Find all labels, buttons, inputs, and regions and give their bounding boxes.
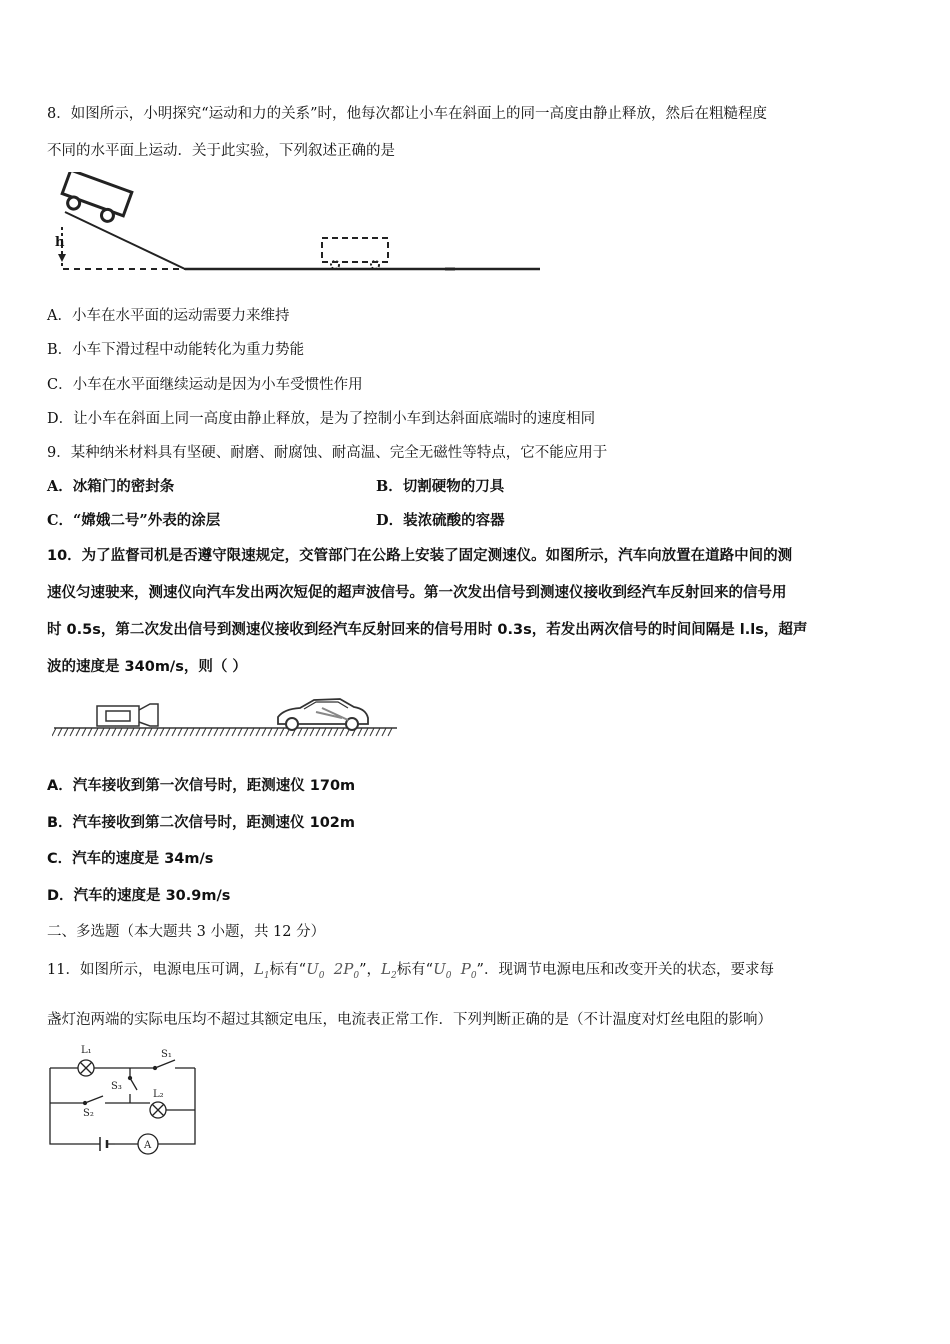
two-p0-symbol: $2P_0$ [333,960,360,981]
l1-symbol: $L_1$ [253,960,270,981]
q10-option-a[interactable]: A．汽车接收到第一次信号时，距测速仪 170m [47,778,356,794]
circuit-diagram [45,1040,205,1155]
q11-prefix: 11．如图所示，电源电压可调， [47,962,254,978]
q8-option-c[interactable]: C．小车在水平面继续运动是因为小车受惯性作用 [47,377,363,393]
q8-option-a[interactable]: A．小车在水平面的运动需要力来维持 [47,308,290,324]
q11-stem-line2: 盏灯泡两端的实际电压均不超过其额定电压，电流表正常工作．下列判断正确的是（不计温度对灯丝电阻的影响） [47,1012,772,1028]
q10-option-c[interactable]: C．汽车的速度是 34m/s [47,851,214,867]
q9-option-c[interactable]: C．“嫦娥二号”外表的涂层 [47,512,221,529]
q11-stem-line1 [47,956,774,989]
q9-option-a[interactable]: A．冰箱门的密封条 [47,478,175,495]
q8-stem-line2: 不同的水平面上运动．关于此实验，下列叙述正确的是 [47,143,395,159]
height-label: h [55,235,65,250]
u0-symbol: $U_0$ [306,960,325,981]
incline-figure [45,172,545,282]
p0b-symbol: $P_0$ [460,960,477,981]
circuit-label-l1: L₁ [81,1045,92,1056]
q11-close1: ”， [359,962,381,978]
q8-option-b[interactable]: B．小车下滑过程中动能转化为重力势能 [47,342,305,358]
q10-stem-line1: 10．为了监督司机是否遵守限速规定，交管部门在公路上安装了固定测速仪。如图所示，汽车向放置在道路中间的测 [47,548,793,564]
q9-option-d[interactable]: D．装浓硫酸的容器 [376,512,505,529]
l2-symbol: $L_2$ [380,960,397,981]
circuit-label-s1: S₁ [161,1049,172,1060]
q10-stem-line2: 速仪匀速驶来，测速仪向汽车发出两次短促的超声波信号。第一次发出信号到测速仪接收到经汽车反射回来的信号用 [47,585,787,601]
u0b-symbol: $U_0$ [433,960,452,981]
q11-mark2: 标有“ [396,962,434,978]
section2-title: 二、多选题（本大题共 3 小题，共 12 分） [47,924,326,940]
circuit-label-l2: L₂ [153,1089,164,1100]
q9-option-b[interactable]: B．切割硬物的刀具 [376,478,505,495]
circuit-label-s2: S₂ [83,1108,94,1119]
circuit-label-s3: S₃ [111,1081,122,1092]
q11-mark1: 标有“ [269,962,307,978]
q10-stem-line4: 波的速度是 340m/s，则（ ） [47,659,247,675]
q8-option-d[interactable]: D．让小车在斜面上同一高度由静止释放，是为了控制小车到达斜面底端时的速度相同 [47,411,596,427]
q9-stem: 9．某种纳米材料具有坚硬、耐磨、耐腐蚀、耐高温、完全无磁性等特点，它不能应用于 [47,445,608,461]
q10-option-b[interactable]: B．汽车接收到第二次信号时，距测速仪 102m [47,815,355,831]
q10-option-d[interactable]: D．汽车的速度是 30.9m/s [47,888,231,904]
speed-camera-figure [52,690,402,746]
q10-stem-line3: 时 0.5s，第二次发出信号到测速仪接收到经汽车反射回来的信号用时 0.3s，若发出两次信号的时间间隔是 l.ls，超声 [47,622,808,638]
q11-close2: ”．现调节电源电压和改变开关的状态，要求每 [476,962,774,978]
q8-stem-line1: 8．如图所示，小明探究“运动和力的关系”时，他每次都让小车在斜面上的同一高度由静止释放，然后在粗糙程度 [47,106,768,122]
ammeter-label: A [144,1140,152,1151]
